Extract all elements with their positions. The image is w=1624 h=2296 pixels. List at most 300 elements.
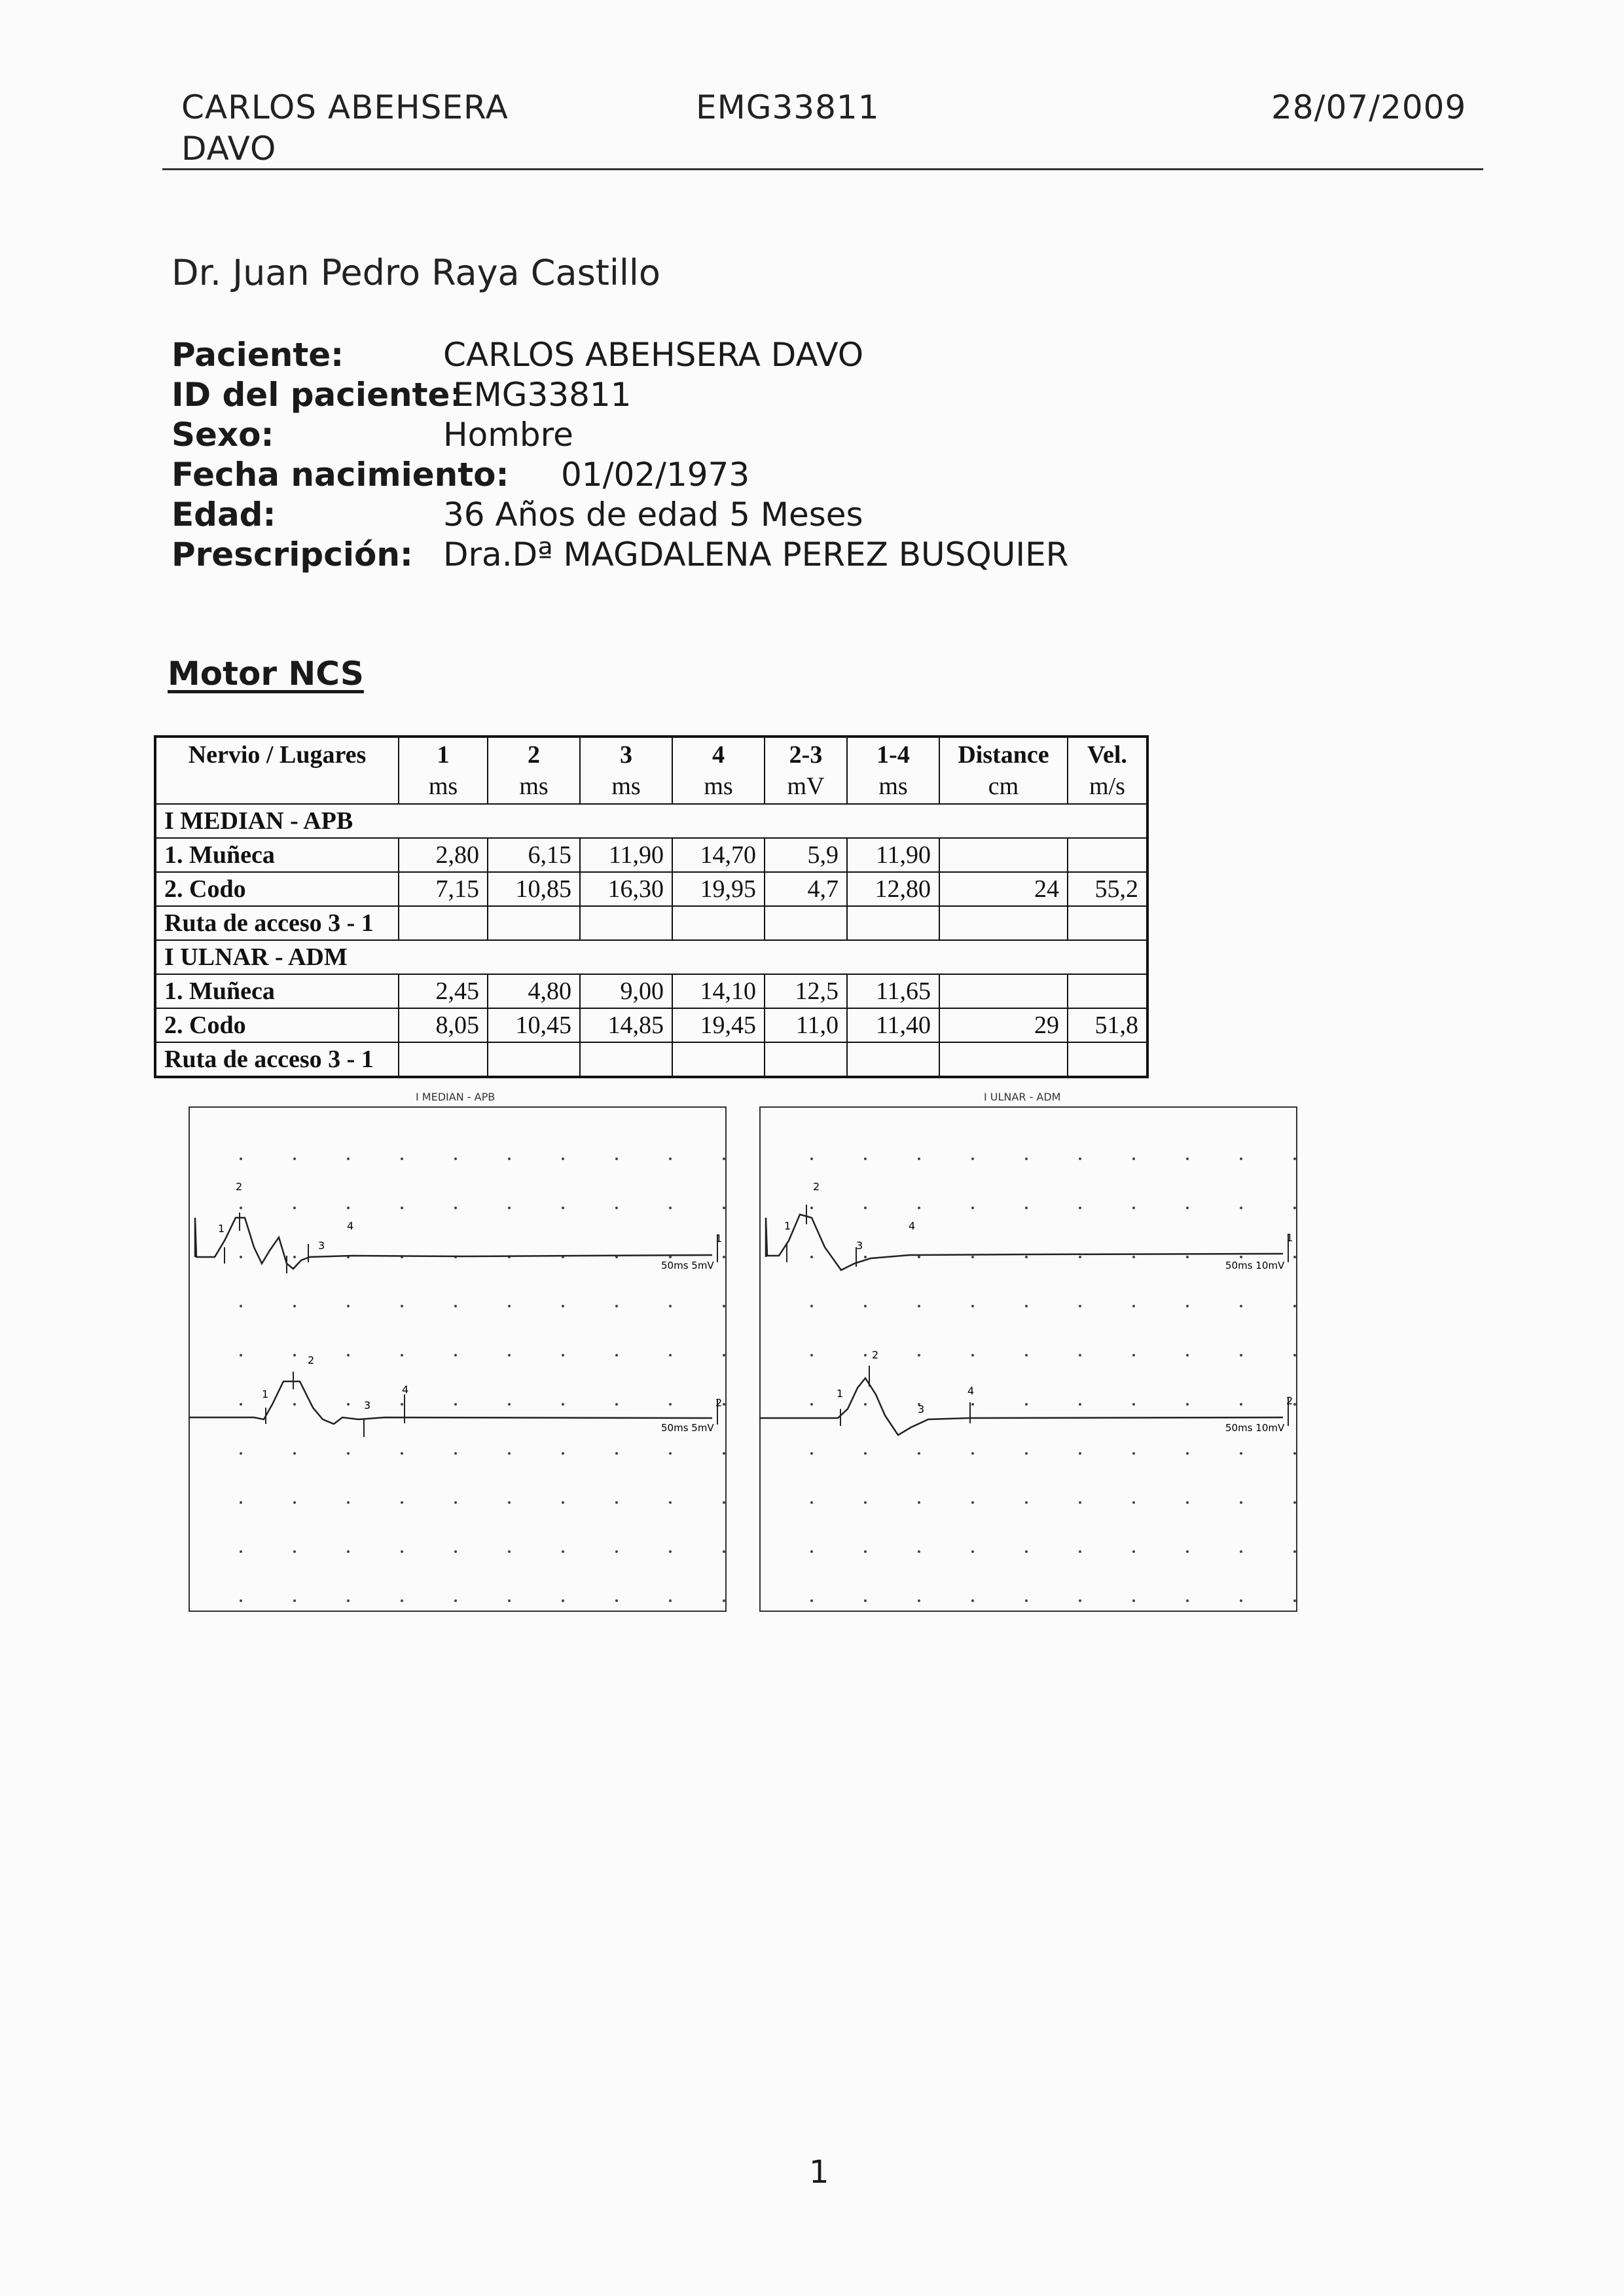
- table-cell: Ruta de acceso 3 - 1: [155, 906, 399, 940]
- grid-dot: [1293, 1207, 1296, 1209]
- trace1-marker-2: 2: [813, 1180, 820, 1193]
- grid-dot: [240, 1452, 242, 1455]
- grid-dot: [454, 1403, 457, 1406]
- grid-dot: [1293, 1403, 1296, 1406]
- grid-dot: [508, 1403, 511, 1406]
- table-cell: 11,65: [847, 974, 939, 1008]
- info-row-patient-id: [171, 376, 632, 414]
- grid-dot: [1132, 1599, 1135, 1602]
- table-cell: 12,5: [765, 974, 847, 1008]
- table-cell: [672, 906, 765, 940]
- grid-dot: [1293, 1550, 1296, 1553]
- grid-dot: [240, 1256, 242, 1258]
- grid-dot: [669, 1157, 672, 1160]
- info-label: Paciente:: [171, 336, 344, 374]
- table-cell: 12,80: [847, 872, 939, 906]
- grid-dot: [401, 1501, 403, 1504]
- grid-dot: [454, 1354, 457, 1357]
- grid-dot: [971, 1550, 974, 1553]
- table-cell: [765, 1042, 847, 1077]
- grid-dot: [1025, 1550, 1028, 1553]
- grid-dot: [293, 1550, 296, 1553]
- table-cell: Ruta de acceso 3 - 1: [155, 1042, 399, 1077]
- waveform-title-ulnar: I ULNAR - ADM: [984, 1091, 1061, 1103]
- column-header: Nervio / Lugares: [155, 737, 399, 804]
- grid-dot: [918, 1354, 920, 1357]
- grid-dot: [508, 1452, 511, 1455]
- table-cell: [399, 1042, 488, 1077]
- grid-dot: [810, 1157, 813, 1160]
- trace2-scale: 50ms 5mV: [661, 1422, 714, 1434]
- grid-dot: [918, 1157, 920, 1160]
- header-date: 28/07/2009: [1271, 88, 1467, 126]
- grid-dot: [1025, 1403, 1028, 1406]
- grid-dot: [347, 1550, 350, 1553]
- grid-dot: [810, 1354, 813, 1357]
- grid-dot: [401, 1157, 403, 1160]
- grid-dot: [508, 1354, 511, 1357]
- grid-dot: [1025, 1305, 1028, 1307]
- grid-dot: [240, 1599, 242, 1602]
- grid-dot: [615, 1599, 618, 1602]
- table-cell: [1068, 906, 1147, 940]
- grid-dot: [723, 1501, 725, 1504]
- grid-dot: [401, 1305, 403, 1307]
- grid-dot: [347, 1599, 350, 1602]
- grid-dot: [1079, 1403, 1081, 1406]
- table-row: [155, 1008, 1147, 1042]
- grid-dot: [1079, 1157, 1081, 1160]
- grid-dot: [971, 1157, 974, 1160]
- grid-dot: [240, 1354, 242, 1357]
- grid-dot: [1240, 1256, 1242, 1258]
- grid-dot: [1132, 1354, 1135, 1357]
- grid-dot: [293, 1403, 296, 1406]
- grid-dot: [669, 1550, 672, 1553]
- info-value: 36 Años de edad 5 Meses: [443, 496, 863, 534]
- trace2-marker-1: 1: [837, 1387, 844, 1400]
- grid-dot: [508, 1157, 511, 1160]
- grid-dot: [347, 1501, 350, 1504]
- grid-dot: [1186, 1501, 1189, 1504]
- trace1-marker-4: 4: [347, 1220, 354, 1232]
- grid-dot: [1186, 1207, 1189, 1209]
- grid-dot: [401, 1354, 403, 1357]
- table-cell: 51,8: [1068, 1008, 1147, 1042]
- waveform-panel-ulnar: [759, 1106, 1297, 1612]
- grid-dot: [615, 1157, 618, 1160]
- grid-dot: [669, 1403, 672, 1406]
- table-cell: 14,70: [672, 838, 765, 872]
- grid-dot: [723, 1256, 725, 1258]
- trace1-scale: 50ms 10mV: [1225, 1260, 1285, 1271]
- grid-dot: [240, 1305, 242, 1307]
- grid-dot: [1186, 1550, 1189, 1553]
- grid-dot: [562, 1550, 564, 1553]
- grid-dot: [562, 1354, 564, 1357]
- grid-dot: [1079, 1599, 1081, 1602]
- grid-dot: [1132, 1501, 1135, 1504]
- table-cell: [488, 1042, 580, 1077]
- table-cell: 24: [939, 872, 1068, 906]
- grid-dot: [1132, 1403, 1135, 1406]
- table-cell: [1068, 838, 1147, 872]
- trace2-marker-2: 2: [308, 1354, 315, 1366]
- grid-dot: [508, 1207, 511, 1209]
- waveform-title-median: I MEDIAN - APB: [416, 1091, 496, 1103]
- header-patient-name-line2: DAVO: [181, 130, 277, 168]
- trace1-marker-2: 2: [236, 1180, 243, 1193]
- column-header: 2-3 mV: [765, 737, 847, 804]
- info-value: Dra.Dª MAGDALENA PEREZ BUSQUIER: [443, 536, 1069, 574]
- group-name: I MEDIAN - APB: [155, 804, 1147, 838]
- trace2-marker-2: 2: [872, 1349, 879, 1361]
- grid-dot: [1025, 1599, 1028, 1602]
- table-row: [155, 974, 1147, 1008]
- grid-dot: [293, 1256, 296, 1258]
- info-row-age: [171, 496, 863, 534]
- grid-dot: [240, 1207, 242, 1209]
- trace2-marker-4: 4: [967, 1385, 975, 1397]
- grid-dot: [401, 1452, 403, 1455]
- info-value: 01/02/1973: [561, 456, 750, 494]
- grid-dot: [347, 1403, 350, 1406]
- grid-dot: [918, 1501, 920, 1504]
- grid-dot: [864, 1256, 867, 1258]
- grid-dot: [1186, 1452, 1189, 1455]
- trace1-marker-4: 4: [909, 1220, 916, 1232]
- grid-dot: [1025, 1354, 1028, 1357]
- table-cell: [939, 974, 1068, 1008]
- grid-dot: [971, 1501, 974, 1504]
- column-header: 3 ms: [580, 737, 672, 804]
- trace1-marker-3: 3: [318, 1239, 325, 1252]
- table-cell: [399, 906, 488, 940]
- grid-dot: [562, 1599, 564, 1602]
- grid-dot: [1025, 1207, 1028, 1209]
- grid-dot: [508, 1550, 511, 1553]
- table-row: [155, 838, 1147, 872]
- grid-dot: [971, 1256, 974, 1258]
- grid-dot: [1293, 1305, 1296, 1307]
- info-value: EMG33811: [453, 376, 632, 414]
- grid-dot: [562, 1207, 564, 1209]
- grid-dot: [723, 1207, 725, 1209]
- grid-dot: [347, 1305, 350, 1307]
- grid-dot: [615, 1550, 618, 1553]
- grid-dot: [723, 1550, 725, 1553]
- table-cell: 10,45: [488, 1008, 580, 1042]
- grid-dot: [669, 1452, 672, 1455]
- grid-dot: [918, 1256, 920, 1258]
- grid-dot: [293, 1452, 296, 1455]
- grid-dot: [347, 1452, 350, 1455]
- table-cell: 11,0: [765, 1008, 847, 1042]
- grid-dot: [293, 1207, 296, 1209]
- grid-dot: [1240, 1157, 1242, 1160]
- grid-dot: [810, 1501, 813, 1504]
- column-header: Vel. m/s: [1068, 737, 1147, 804]
- grid-dot: [1240, 1599, 1242, 1602]
- grid-dot: [240, 1501, 242, 1504]
- grid-dot: [669, 1305, 672, 1307]
- grid-dot: [1293, 1452, 1296, 1455]
- grid-dot: [1186, 1354, 1189, 1357]
- info-label: Prescripción:: [171, 536, 413, 574]
- table-cell: 7,15: [399, 872, 488, 906]
- table-cell: 19,45: [672, 1008, 765, 1042]
- grid-dot: [918, 1452, 920, 1455]
- table-cell: 2. Codo: [155, 872, 399, 906]
- table-cell: 14,85: [580, 1008, 672, 1042]
- table-cell: 11,40: [847, 1008, 939, 1042]
- column-header: 1-4 ms: [847, 737, 939, 804]
- table-cell: [847, 906, 939, 940]
- table-cell: [672, 1042, 765, 1077]
- grid-dot: [562, 1157, 564, 1160]
- grid-dot: [1132, 1550, 1135, 1553]
- grid-dot: [669, 1207, 672, 1209]
- grid-dot: [1079, 1550, 1081, 1553]
- grid-dot: [669, 1256, 672, 1258]
- grid-dot: [562, 1403, 564, 1406]
- table-row: [155, 906, 1147, 940]
- trace2-marker-1: 1: [262, 1388, 269, 1400]
- info-label: Edad:: [171, 496, 276, 534]
- grid-dot: [971, 1207, 974, 1209]
- grid-dot: [1079, 1452, 1081, 1455]
- table-cell: [765, 906, 847, 940]
- grid-dot: [293, 1305, 296, 1307]
- grid-dot: [1079, 1305, 1081, 1307]
- grid-dot: [347, 1157, 350, 1160]
- grid-dot: [240, 1403, 242, 1406]
- info-label: Fecha nacimiento:: [171, 456, 509, 494]
- grid-dot: [971, 1599, 974, 1602]
- table-row: [155, 1042, 1147, 1077]
- trace2-marker-4: 4: [402, 1383, 409, 1396]
- grid-dot: [1186, 1157, 1189, 1160]
- column-header: 4 ms: [672, 737, 765, 804]
- table-cell: 55,2: [1068, 872, 1147, 906]
- grid-dot: [864, 1403, 867, 1406]
- info-value: CARLOS ABEHSERA DAVO: [443, 336, 864, 374]
- grid-dot: [1240, 1452, 1242, 1455]
- grid-dot: [864, 1501, 867, 1504]
- table-cell: 8,05: [399, 1008, 488, 1042]
- header-divider: [162, 168, 1483, 170]
- grid-dot: [810, 1207, 813, 1209]
- grid-dot: [454, 1207, 457, 1209]
- grid-dot: [293, 1599, 296, 1602]
- table-header-row: [155, 737, 1147, 804]
- grid-dot: [1186, 1403, 1189, 1406]
- grid-dot: [615, 1305, 618, 1307]
- trace1-marker-1: 1: [218, 1222, 225, 1235]
- info-value: Hombre: [443, 416, 573, 454]
- grid-dot: [508, 1501, 511, 1504]
- grid-dot: [918, 1207, 920, 1209]
- table-cell: 2,80: [399, 838, 488, 872]
- grid-dot: [454, 1452, 457, 1455]
- grid-dot: [1025, 1256, 1028, 1258]
- grid-dot: [508, 1305, 511, 1307]
- grid-dot: [1079, 1501, 1081, 1504]
- grid-dot: [864, 1452, 867, 1455]
- info-row-sex: [171, 416, 573, 454]
- table-cell: 11,90: [847, 838, 939, 872]
- table-cell: [488, 906, 580, 940]
- grid-dot: [1132, 1305, 1135, 1307]
- grid-dot: [864, 1550, 867, 1553]
- trace2-marker-3: 3: [364, 1399, 371, 1412]
- grid-dot: [1132, 1157, 1135, 1160]
- table-group-row: [155, 804, 1147, 838]
- grid-dot: [1293, 1501, 1296, 1504]
- trace1-label: 1: [1286, 1231, 1293, 1244]
- grid-dot: [615, 1354, 618, 1357]
- grid-dot: [401, 1403, 403, 1406]
- waveform-panel-median: [189, 1106, 727, 1612]
- trace1-label: 1: [715, 1232, 723, 1245]
- grid-dot: [293, 1157, 296, 1160]
- trace2-label: 2: [715, 1396, 723, 1409]
- grid-dot: [723, 1157, 725, 1160]
- table-cell: 5,9: [765, 838, 847, 872]
- grid-dot: [918, 1305, 920, 1307]
- grid-dot: [562, 1501, 564, 1504]
- info-label: ID del paciente:: [171, 376, 463, 414]
- grid-dot: [864, 1599, 867, 1602]
- grid-dot: [971, 1305, 974, 1307]
- grid-dot: [1293, 1157, 1296, 1160]
- grid-dot: [1025, 1501, 1028, 1504]
- trace1-marker-3: 3: [856, 1239, 863, 1252]
- grid-dot: [615, 1501, 618, 1504]
- table-cell: [1068, 974, 1147, 1008]
- group-name: I ULNAR - ADM: [155, 940, 1147, 974]
- grid-dot: [669, 1599, 672, 1602]
- table-cell: 1. Muñeca: [155, 974, 399, 1008]
- grid-dot: [1240, 1207, 1242, 1209]
- grid-dot: [615, 1452, 618, 1455]
- grid-dot: [1240, 1354, 1242, 1357]
- trace2-label: 2: [1286, 1394, 1293, 1407]
- grid-dot: [347, 1207, 350, 1209]
- section-title: Motor NCS: [168, 655, 364, 693]
- page-number: 1: [809, 2154, 829, 2191]
- grid-dot: [454, 1599, 457, 1602]
- trace1-scale: 50ms 5mV: [661, 1260, 714, 1271]
- grid-dot: [1240, 1305, 1242, 1307]
- grid-dot: [723, 1354, 725, 1357]
- grid-dot: [1186, 1305, 1189, 1307]
- table-cell: [939, 838, 1068, 872]
- grid-dot: [508, 1599, 511, 1602]
- info-row-patient: [171, 336, 863, 374]
- grid-dot: [810, 1550, 813, 1553]
- column-header: 1 ms: [399, 737, 488, 804]
- table-cell: 16,30: [580, 872, 672, 906]
- column-header: Distance cm: [939, 737, 1068, 804]
- table-cell: [1068, 1042, 1147, 1077]
- grid-dot: [971, 1452, 974, 1455]
- trace2-marker-3: 3: [918, 1403, 925, 1415]
- grid-dot: [1240, 1550, 1242, 1553]
- grid-dot: [1293, 1599, 1296, 1602]
- grid-dot: [454, 1501, 457, 1504]
- grid-dot: [401, 1207, 403, 1209]
- table-cell: 11,90: [580, 838, 672, 872]
- motor-ncs-table: [154, 735, 1149, 1078]
- grid-dot: [810, 1599, 813, 1602]
- grid-dot: [454, 1550, 457, 1553]
- grid-dot: [810, 1452, 813, 1455]
- grid-dot: [454, 1305, 457, 1307]
- trace1-marker-1: 1: [784, 1220, 791, 1232]
- table-cell: [847, 1042, 939, 1077]
- table-cell: 14,10: [672, 974, 765, 1008]
- table-cell: [939, 906, 1068, 940]
- table-cell: 19,95: [672, 872, 765, 906]
- grid-dot: [454, 1157, 457, 1160]
- grid-dot: [1186, 1256, 1189, 1258]
- grid-dot: [1132, 1256, 1135, 1258]
- grid-dot: [810, 1305, 813, 1307]
- grid-dot: [1293, 1256, 1296, 1258]
- table-cell: 10,85: [488, 872, 580, 906]
- header-record-id: EMG33811: [696, 88, 880, 126]
- grid-dot: [723, 1599, 725, 1602]
- grid-dot: [1186, 1599, 1189, 1602]
- grid-dot: [810, 1403, 813, 1406]
- grid-dot: [1240, 1403, 1242, 1406]
- grid-dot: [401, 1599, 403, 1602]
- grid-dot: [1240, 1501, 1242, 1504]
- grid-dot: [401, 1550, 403, 1553]
- info-label: Sexo:: [171, 416, 274, 454]
- table-cell: [580, 906, 672, 940]
- grid-dot: [1293, 1354, 1296, 1357]
- grid-dot: [1025, 1157, 1028, 1160]
- grid-dot: [240, 1550, 242, 1553]
- grid-dot: [615, 1207, 618, 1209]
- doctor-name: Dr. Juan Pedro Raya Castillo: [171, 252, 660, 293]
- grid-dot: [562, 1305, 564, 1307]
- grid-dot: [1132, 1207, 1135, 1209]
- grid-dot: [971, 1354, 974, 1357]
- grid-dot: [918, 1599, 920, 1602]
- table-cell: 6,15: [488, 838, 580, 872]
- header-patient-name-line1: CARLOS ABEHSERA: [181, 88, 509, 126]
- grid-dot: [723, 1305, 725, 1307]
- table-cell: 2. Codo: [155, 1008, 399, 1042]
- table-cell: 29: [939, 1008, 1068, 1042]
- grid-dot: [971, 1403, 974, 1406]
- column-header: 2 ms: [488, 737, 580, 804]
- trace2-scale: 50ms 10mV: [1225, 1422, 1285, 1434]
- grid-dot: [293, 1501, 296, 1504]
- grid-dot: [723, 1403, 725, 1406]
- info-row-prescription: [171, 536, 1068, 574]
- grid-dot: [669, 1354, 672, 1357]
- grid-dot: [810, 1256, 813, 1258]
- table-cell: [939, 1042, 1068, 1077]
- grid-dot: [347, 1354, 350, 1357]
- grid-dot: [1079, 1207, 1081, 1209]
- grid-dot: [864, 1157, 867, 1160]
- grid-dot: [1079, 1256, 1081, 1258]
